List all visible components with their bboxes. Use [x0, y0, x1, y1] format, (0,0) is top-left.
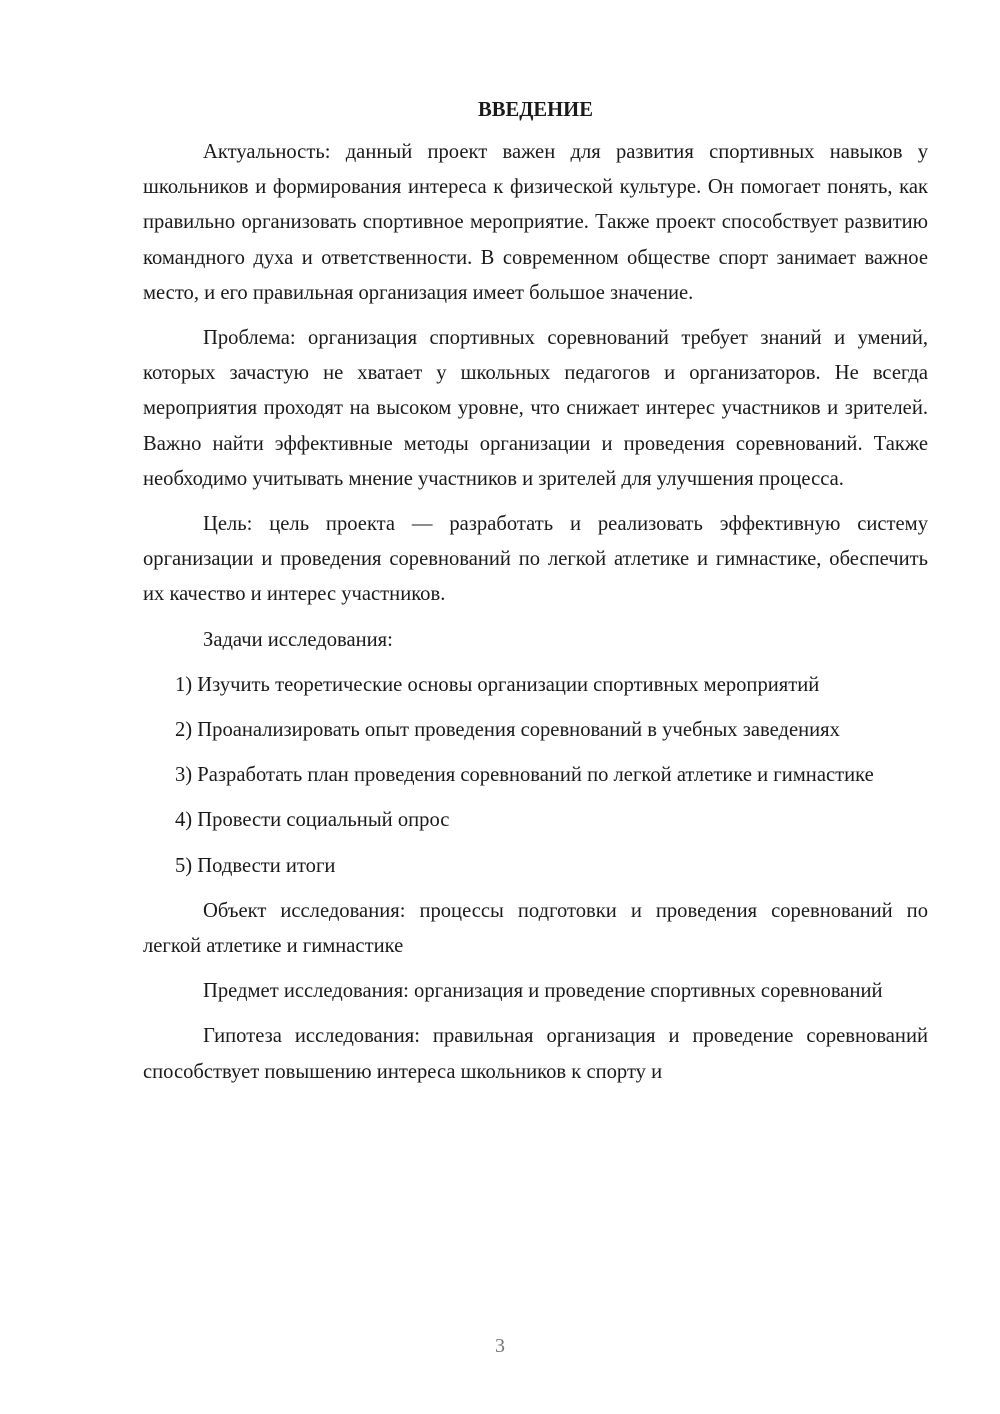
paragraph-object: Объект исследования: процессы подготовки и проведения соревнований по легкой атлетике и гимнастике	[143, 899, 928, 958]
task-item-2: 2) Проанализировать опыт проведения соревнований в учебных заведениях	[175, 719, 840, 742]
page-body	[143, 93, 928, 1100]
paragraph-subject: Предмет исследования: организация и проведение спортивных соревнований	[203, 980, 883, 1003]
task-item-5: 5) Подвести итоги	[175, 854, 336, 877]
tasks-heading: Задачи исследования:	[203, 628, 393, 651]
paragraph-goal: Цель: цель проекта — разработать и реализовать эффективную систему организации и проведения соревнований по легкой атлетике и гимнастике, обеспечить их качество и интерес участников.	[143, 513, 928, 606]
task-item-4: 4) Провести социальный опрос	[175, 809, 450, 832]
page-title: ВВЕДЕНИЕ	[478, 99, 593, 121]
paragraph-relevance: Актуальность: данный проект важен для развития спортивных навыков у школьников и формирования интереса к физической культуре. Он помогает понять, как правильно организовать спортивное мероприятие. Также проект способствует развитию командного духа и ответственности. В современном обществе спорт занимает важное место, и его правильная организация имеет большое значение.	[143, 141, 928, 304]
paragraph-hypothesis: Гипотеза исследования: правильная организация и проведение соревнований способствует повышению интереса школьников к спорту и	[143, 1025, 928, 1083]
task-item-1: 1) Изучить теоретические основы организации спортивных мероприятий	[175, 673, 820, 696]
paragraph-problem: Проблема: организация спортивных соревнований требует знаний и умений, которых зачастую не хватает у школьных педагогов и организаторов. Не всегда мероприятия проходят на высоком уровне, что снижает интерес участников и зрителей. Важно найти эффективные методы организации и проведения соревнований. Также необходимо учитывать мнение участников и зрителей для улучшения процесса.	[143, 327, 928, 490]
task-item-3: 3) Разработать план проведения соревнований по легкой атлетике и гимнастике	[175, 764, 874, 787]
page-number: 3	[495, 1335, 505, 1357]
